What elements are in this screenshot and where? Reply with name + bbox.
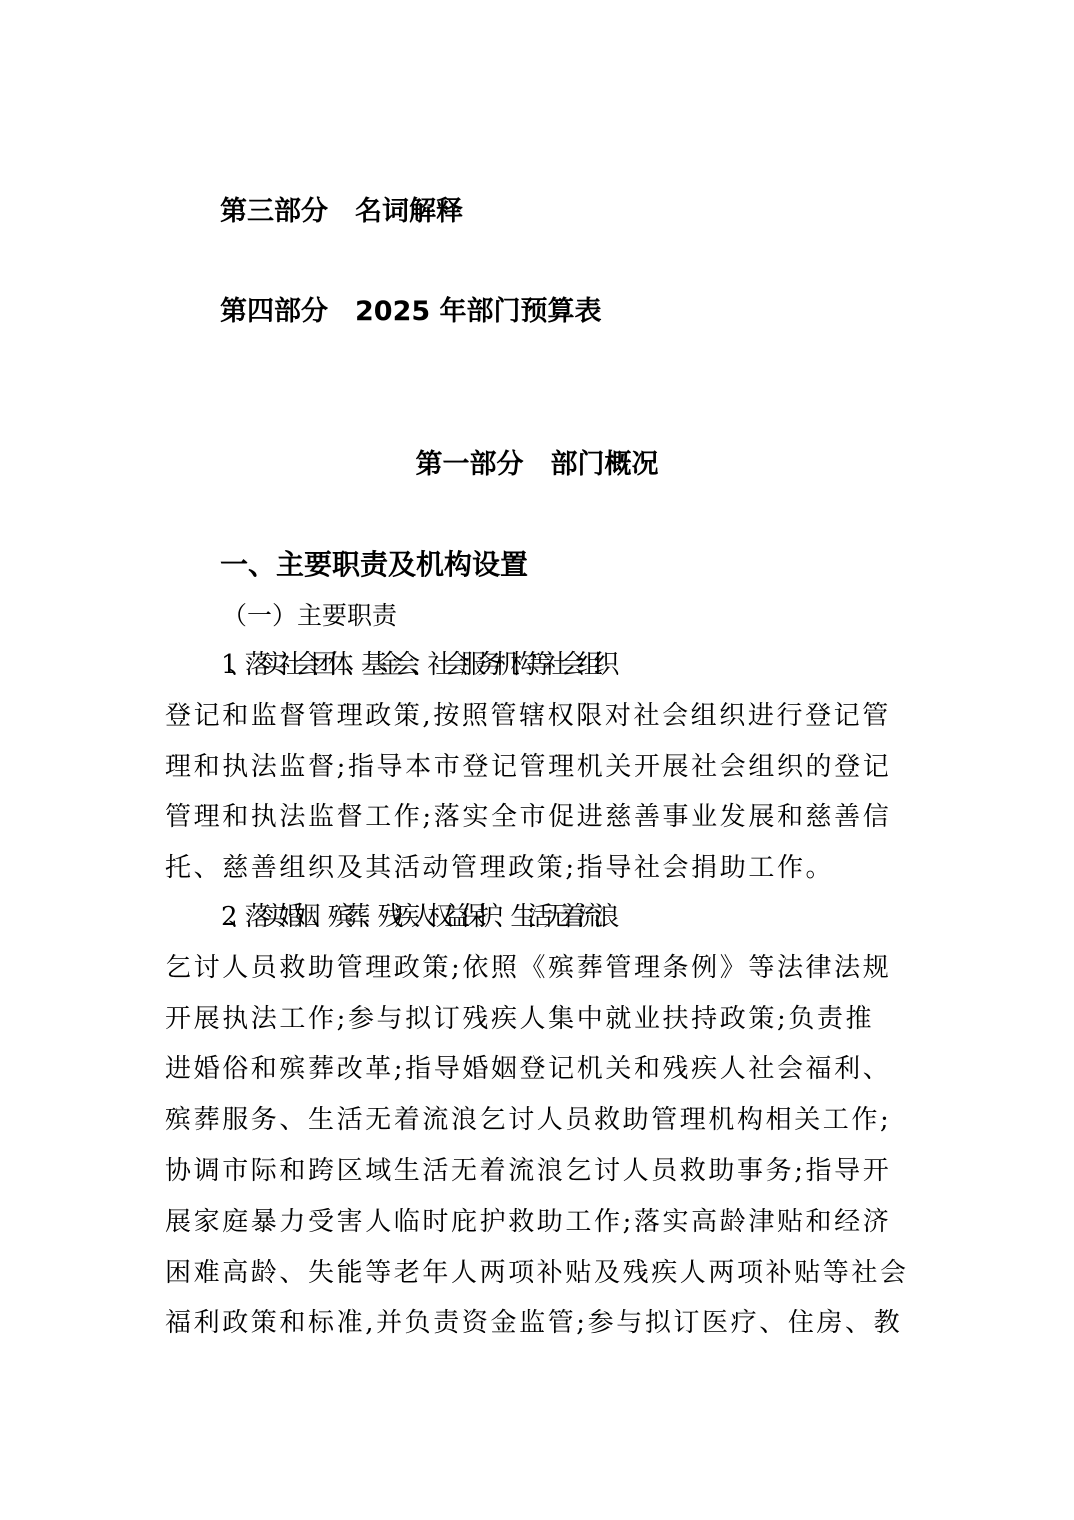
paragraph-line: 协调市际和跨区域生活无着流浪乞讨人员救助事务;指导开 bbox=[165, 1155, 892, 1186]
paragraph-line: 开展执法工作;参与拟订残疾人集中就业扶持政策;负责推 bbox=[165, 1003, 875, 1034]
subsection-1-title: （一）主要职责 bbox=[222, 601, 398, 630]
paragraph-line: 乞讨人员救助管理政策;依照《殡葬管理条例》等法律法规 bbox=[165, 952, 892, 983]
paragraph-1 bbox=[165, 640, 913, 894]
section-1-title: 一、主要职责及机构设置 bbox=[220, 548, 529, 581]
part-1-title: 第一部分 部门概况 bbox=[415, 449, 659, 480]
paragraph-line: 展家庭暴力受害人临时庇护救助工作;落实高龄津贴和经济 bbox=[165, 1206, 892, 1237]
paragraph-2 bbox=[165, 892, 913, 1349]
paragraph-line: 进婚俗和殡葬改革;指导婚姻登记机关和残疾人社会福利、 bbox=[165, 1054, 892, 1085]
paragraph-line: 托、慈善组织及其活动管理政策;指导社会捐助工作。 bbox=[165, 853, 835, 884]
paragraph-line: 2、落实婚姻、殡葬、残疾人权益保护、生活无着流浪 bbox=[221, 902, 610, 932]
paragraph-line: 困难高龄、失能等老年人两项补贴及残疾人两项补贴等社会 bbox=[165, 1257, 909, 1288]
paragraph-line: 登记和监督管理政策,按照管辖权限对社会组织进行登记管 bbox=[165, 700, 891, 731]
paragraph-line: 殡葬服务、生活无着流浪乞讨人员救助管理机构相关工作; bbox=[165, 1105, 892, 1136]
toc-part-3: 第三部分 名词解释 bbox=[220, 196, 463, 227]
paragraph-line: 1、落实社会团体、基金会、社会服务机构等社会组织 bbox=[221, 650, 610, 680]
toc-part-4: 第四部分 2025 年部门预算表 bbox=[220, 296, 602, 327]
paragraph-line: 理和执法监督;指导本市登记管理机关开展社会组织的登记 bbox=[165, 751, 892, 782]
paragraph-line: 管理和执法监督工作;落实全市促进慈善事业发展和慈善信 bbox=[165, 802, 892, 833]
paragraph-line: 福利政策和标准,并负责资金监管;参与拟订医疗、住房、教 bbox=[165, 1308, 903, 1339]
